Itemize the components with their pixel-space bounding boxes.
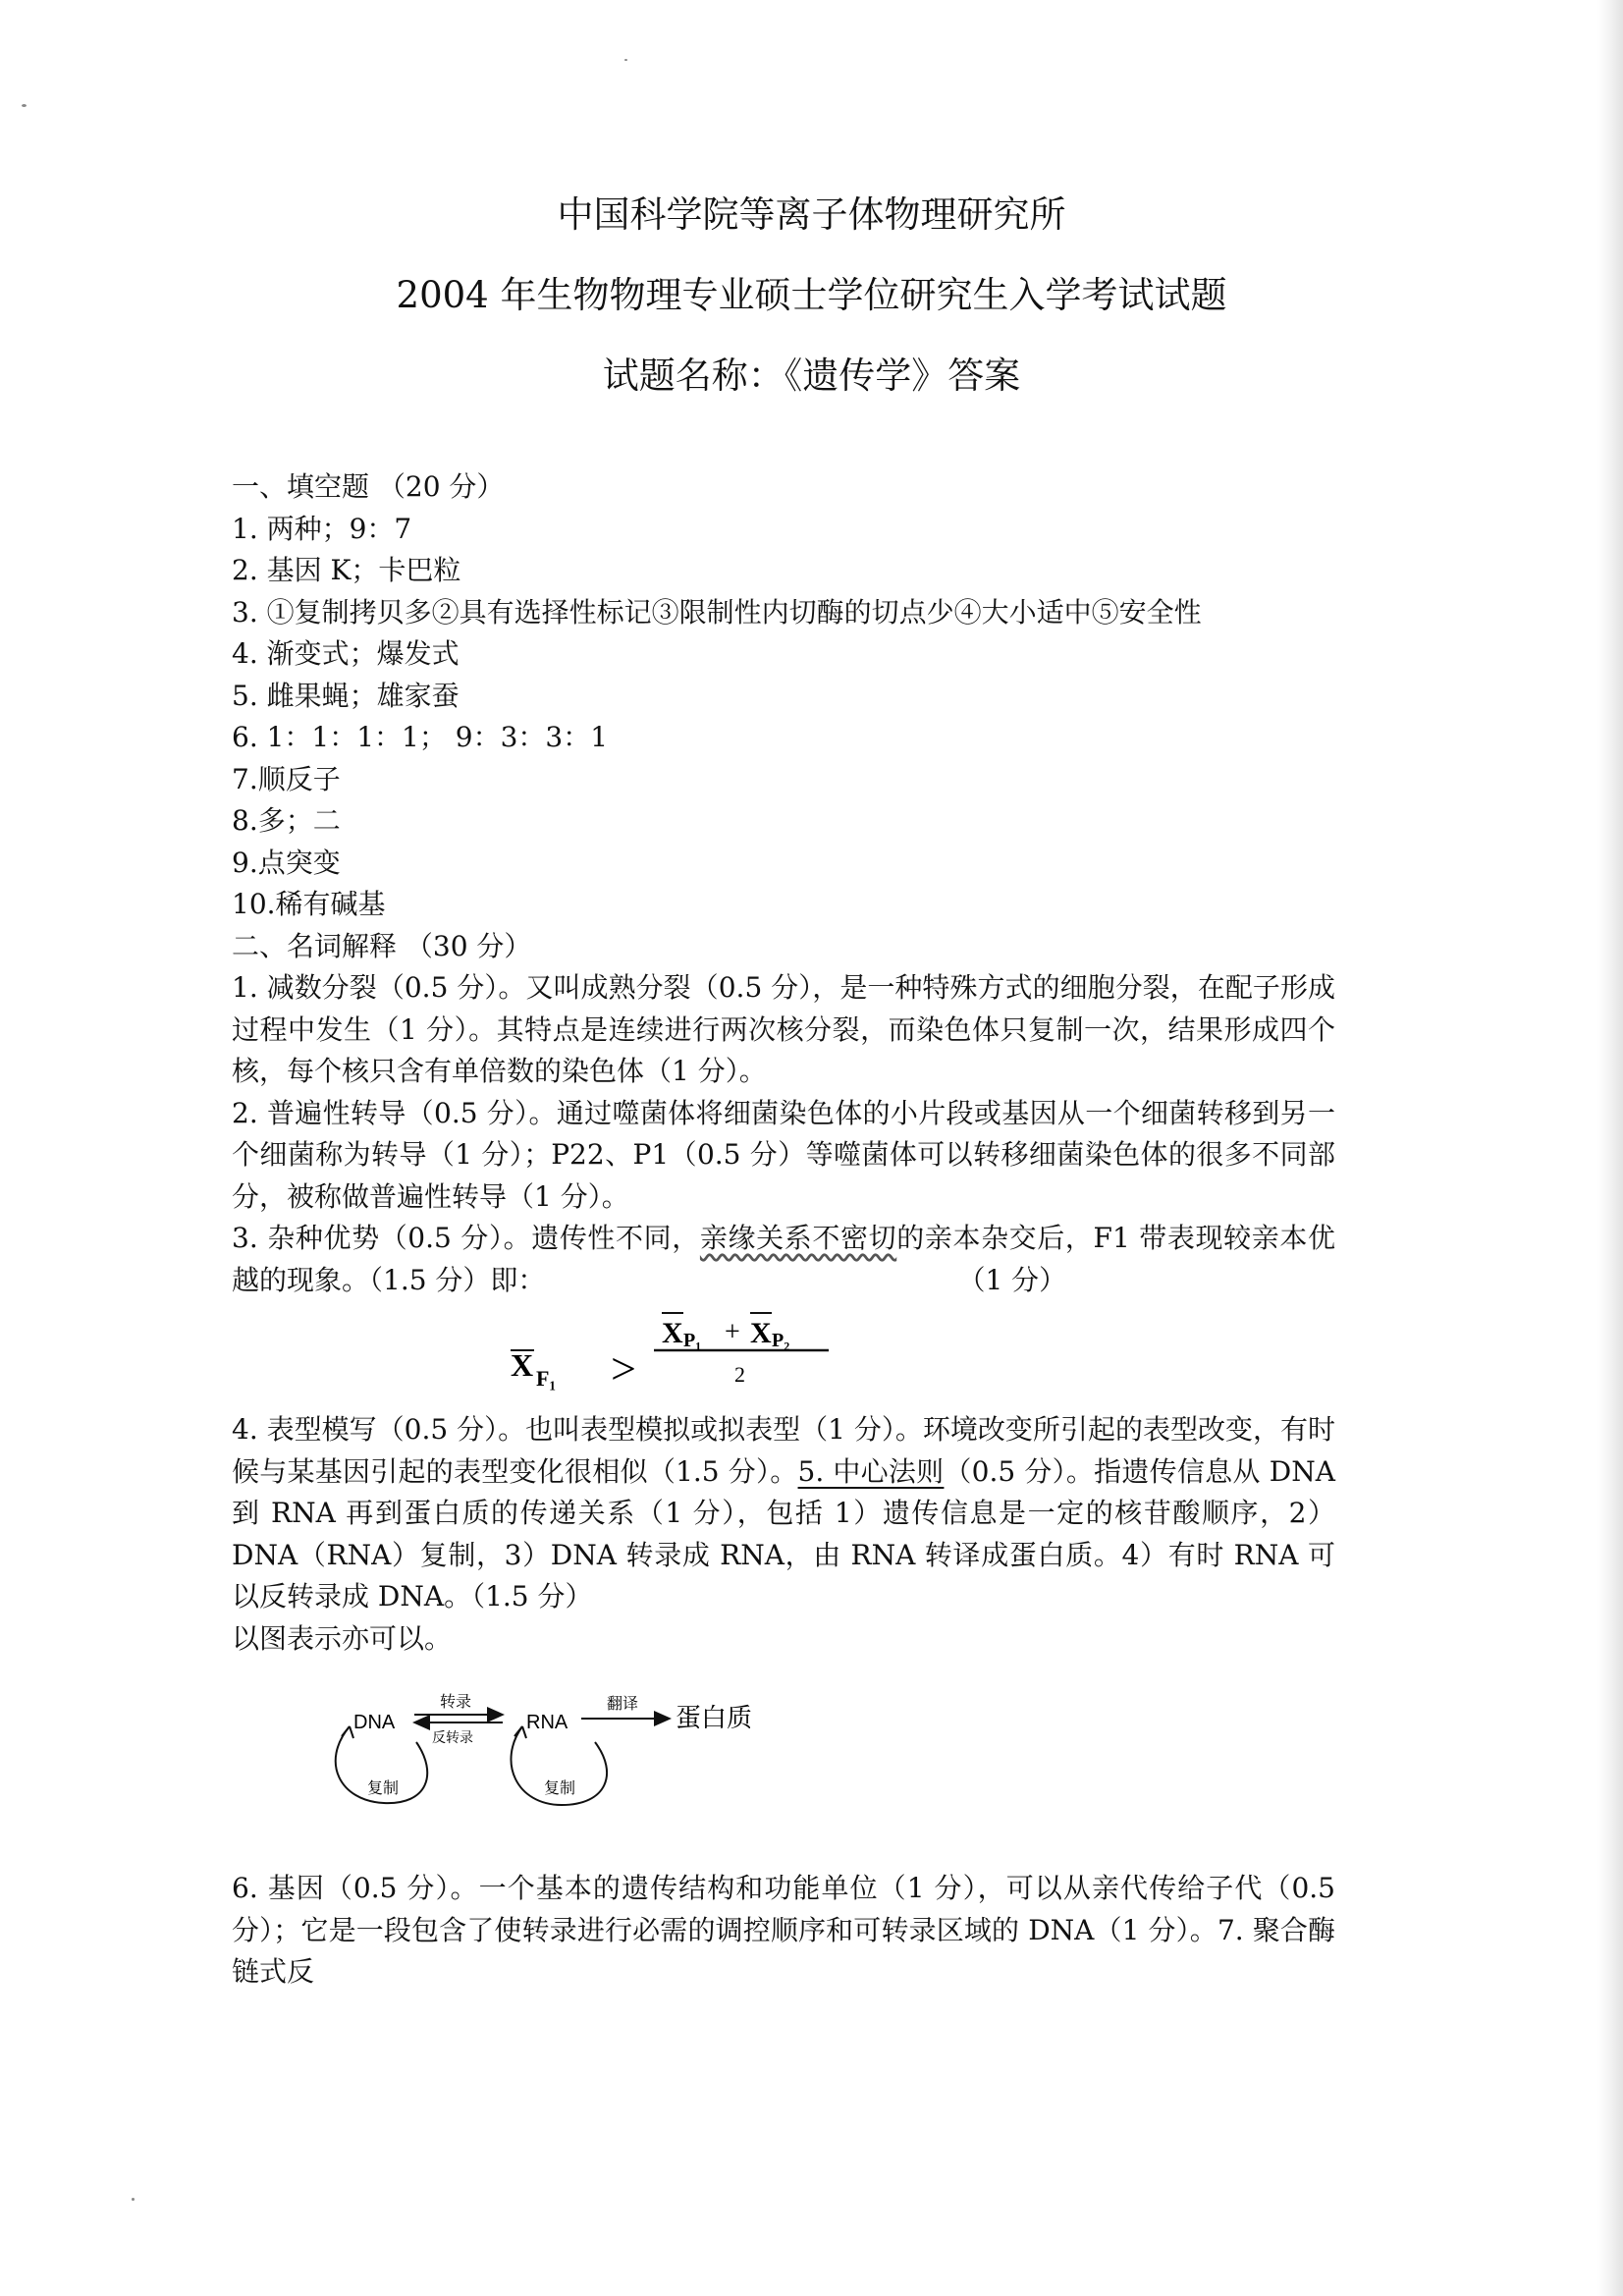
central-dogma-term: 5. 中心法则 (797, 1454, 945, 1488)
answer-item: 10.稀有碱基 (232, 888, 386, 920)
answer-item: 8.多；二 (232, 804, 341, 837)
translation-label: 翻译 (607, 1694, 639, 1713)
definition-transduction: 2. 普遍性转导（0.5 分）。通过噬菌体将细菌染色体的小片段或基因从一个细菌转移到另一个细菌称为转导（1 分）；P22、P1（0.5 分）等噬菌体可以转移细菌染色体的很多不同部分，被称做普遍性转导（1 分）。 (232, 1096, 1335, 1213)
central-dogma-figure (330, 1683, 880, 1821)
answer-item: 2. 基因 K；卡巴粒 (232, 554, 461, 586)
header (0, 187, 1623, 428)
formula-plus: + (725, 1317, 740, 1347)
replication-label-rna: 复制 (544, 1778, 576, 1797)
score-note: （1 分） (957, 1263, 1067, 1296)
formula-numerator-b: X (750, 1317, 772, 1349)
institute-title: 中国科学院等离子体物理研究所 (557, 193, 1066, 236)
diagram-note: 以图表示亦可以。 (232, 1621, 453, 1655)
definition-text: 3. 杂种优势（0.5 分）。遗传性不同， (232, 1222, 700, 1254)
replication-label-dna: 复制 (367, 1778, 400, 1797)
heterosis-formula (232, 1301, 1335, 1409)
formula-figure (507, 1307, 1056, 1405)
answer-item: 9.点突变 (232, 846, 341, 879)
scan-speck (22, 104, 27, 107)
definition-meiosis: 1. 减数分裂（0.5 分）。又叫成熟分裂（0.5 分），是一种特殊方式的细胞分裂，在配子形成过程中发生（1 分）。其特点是连续进行两次核分裂，而染色体只复制一次，结果形成四个核，每个核只含有单倍数的染色体（1 分）。 (232, 971, 1335, 1087)
formula-numerator-b-subscript: P₂ (772, 1330, 790, 1351)
answer-item: 6. 1：1：1：1； 9：3：3：1 (232, 721, 609, 753)
formula-operator: > (611, 1343, 636, 1394)
dna-label: DNA (353, 1712, 396, 1733)
formula-denominator: 2 (734, 1362, 745, 1387)
section-heading: 一、填空题 （20 分） (232, 470, 505, 503)
rna-label: RNA (526, 1712, 568, 1733)
definition-text: 的亲本杂交后，F1 带表现较亲本优越的现象。（1.5 分）即： (232, 1222, 1335, 1296)
central-dogma-diagram (232, 1683, 1335, 1831)
reverse-transcription-label: 反转录 (432, 1730, 473, 1746)
definition-phenocopy-and-central-dogma (232, 1409, 1335, 1618)
scan-speck (624, 59, 627, 61)
answer-item: 7.顺反子 (232, 762, 341, 795)
definition-heterosis (232, 1218, 1335, 1301)
answer-body (232, 466, 1335, 1994)
formula-numerator-a: X (662, 1317, 683, 1349)
answer-item: 4. 渐变式；爆发式 (232, 637, 460, 670)
answer-item: 5. 雌果蝇；雄家蚕 (232, 679, 460, 712)
protein-label: 蛋白质 (676, 1704, 753, 1733)
formula-numerator-a-subscript: P₁ (683, 1330, 702, 1351)
answer-item: 1. 两种；9：7 (232, 512, 412, 545)
definition-text: （0.5 分）。指遗传信息从 DNA 到 RNA 再到蛋白质的传递关系（1 分），包括 1）遗传信息是一定的核苷酸顺序，2）DNA（RNA）复制，3）DNA 转录成 RNA，由 RNA 转译成蛋白质。4）有时 RNA 可以反转录成 DNA。（1.5 分） (232, 1454, 1335, 1613)
subject-title: 试题名称：《遗传学》答案 (602, 355, 1021, 397)
scan-speck (132, 2198, 135, 2201)
exam-title: 2004 年生物物理专业硕士学位研究生入学考试试题 (396, 274, 1227, 316)
formula-lhs: X (511, 1347, 534, 1383)
formula-lhs-subscript: F₁ (536, 1366, 557, 1391)
answer-item: 3. ①复制拷贝多②具有选择性标记③限制性内切酶的切点少④大小适中⑤安全性 (232, 595, 1202, 629)
definition-text: 4. 表型模写（0.5 分）。也叫表型模拟或拟表型（1 分）。环境改变所引起的表型改变，有时候与某基因引起的表型变化很相似（1.5 分）。 (232, 1413, 1335, 1488)
definition-gene: 6. 基因（0.5 分）。一个基本的遗传结构和功能单位（1 分），可以从亲代传给子代（0.5 分）；它是一段包含了使转录进行必需的调控顺序和可转录区域的 DNA（1 分）。7. 聚合酶链式反 (232, 1872, 1335, 1988)
underlined-phrase: 亲缘关系不密切 (699, 1222, 897, 1254)
section-heading: 二、名词解释 （30 分） (232, 929, 532, 962)
transcription-label: 转录 (440, 1692, 472, 1711)
